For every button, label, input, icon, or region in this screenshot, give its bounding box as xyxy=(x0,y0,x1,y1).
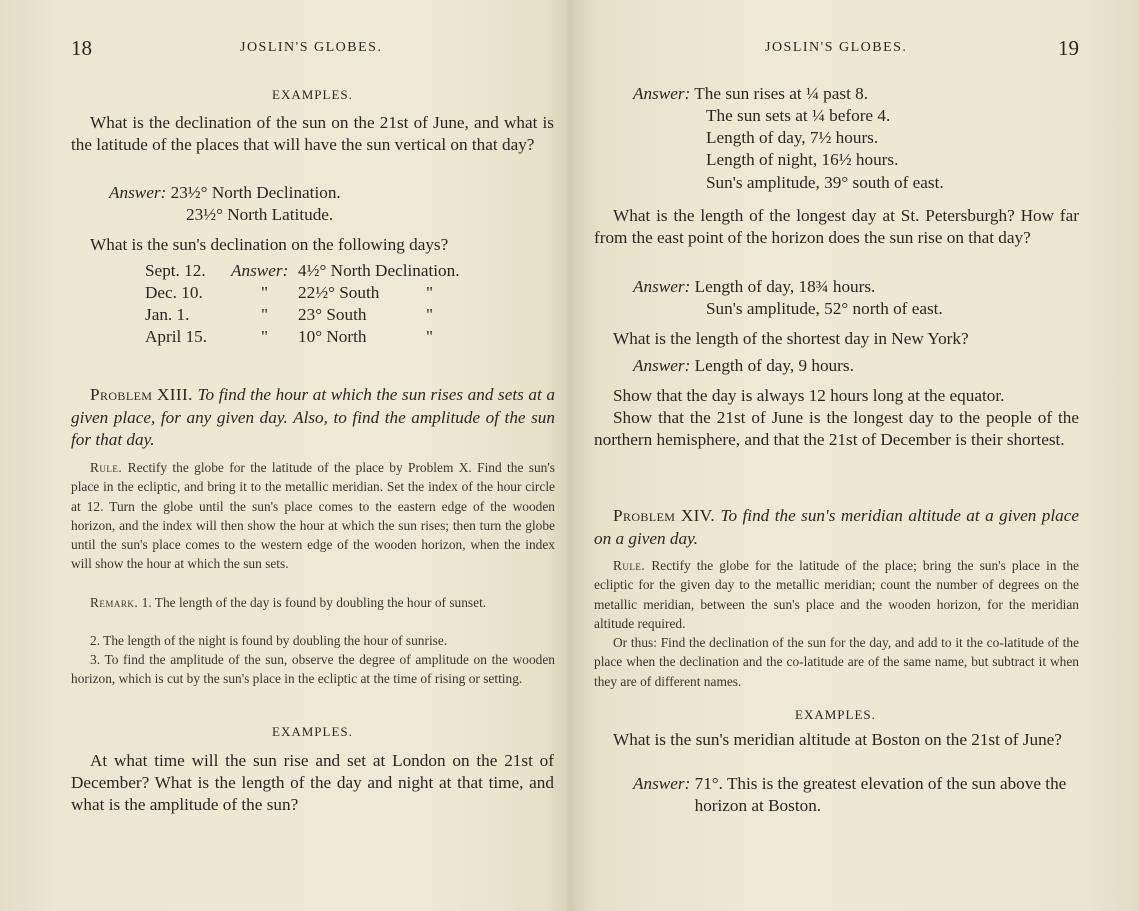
table-cell-label: Answer: xyxy=(231,261,289,280)
question-paragraph: Show that the 21st of June is the longest day to the people of the northern hemisphere, and that the 21st of December is their shortest. xyxy=(594,408,1079,449)
question-paragraph: What is the length of the longest day at St. Petersburgh? How far from the east point of the horizon does the sun rise on that day? xyxy=(594,206,1079,247)
problem-number: XIV. xyxy=(680,506,716,525)
examples-heading: EXAMPLES. xyxy=(272,87,353,102)
table-cell-day: April 15. xyxy=(145,327,208,346)
right-page xyxy=(570,0,1139,911)
answer-label: Answer: xyxy=(633,774,691,793)
answer-line xyxy=(633,83,868,105)
table-row xyxy=(145,326,460,348)
answer-label: Answer: xyxy=(633,277,691,296)
answer-label: Answer: xyxy=(633,84,691,103)
answer-text: Length of day, 18¾ hours. xyxy=(694,277,876,296)
answer-text: 71°. This is the greatest elevation of the sun above the horizon at Boston. xyxy=(694,774,1067,815)
examples-heading: EXAMPLES. xyxy=(795,707,876,722)
ditto-mark: " xyxy=(261,327,269,346)
rule-paragraph xyxy=(71,458,555,574)
table-cell-value: 4½° North Declination. xyxy=(298,261,460,280)
table-cell-day: Sept. 12. xyxy=(145,261,206,280)
rule-text: Rectify the globe for the latitude of the place by Problem X. Find the sun's place in the ecliptic, and bring it to the metallic meridian. Set the index of the hour circle at 12. Turn the globe until the sun's place comes to the eastern edge of the wooden horizon, and the index will then show the hour at which the sun rises; then turn the globe until the sun's place comes to the western edge of the wooden horizon, when the index will show the hour at which the sun sets. xyxy=(71,460,555,572)
problem-xiii xyxy=(71,384,555,452)
page-number-right: 19 xyxy=(1058,36,1079,60)
question-paragraph: Show that the day is always 12 hours long at the equator. xyxy=(613,386,1005,405)
answer-label: Answer: xyxy=(633,356,691,375)
answer-line: 23½° North Latitude. xyxy=(186,205,334,224)
answer-line xyxy=(633,773,1113,817)
running-head-right: JOSLIN'S GLOBES. xyxy=(765,40,908,55)
answer-line: The sun sets at ¼ before 4. xyxy=(706,106,891,125)
problem-xiv xyxy=(594,505,1079,550)
rule-label: Rule. xyxy=(90,460,123,475)
problem-number: XIII. xyxy=(157,385,193,404)
ditto-mark: " xyxy=(426,305,434,324)
answer-text: 23½° North Declination. xyxy=(170,183,341,202)
question-paragraph: What is the sun's meridian altitude at Boston on the 21st of June? xyxy=(613,730,1062,749)
question-paragraph: What is the sun's declination on the following days? xyxy=(90,235,449,254)
question-paragraph: What is the length of the shortest day in New York? xyxy=(613,329,969,348)
examples-heading: EXAMPLES. xyxy=(272,724,353,739)
problem-statement: To find the hour at which the sun rises and sets at a given place, for any given day. Also, to find the amplitude of the sun for that day. xyxy=(71,385,556,449)
table-cell-value: 22½° South xyxy=(298,283,380,302)
table-row xyxy=(145,282,460,304)
page-number-left: 18 xyxy=(71,36,92,60)
rule-label: Rule. xyxy=(613,558,646,573)
table-cell-value: 10° North xyxy=(298,327,367,346)
declination-table xyxy=(145,260,460,348)
ditto-mark: " xyxy=(426,283,434,302)
table-cell-day: Dec. 10. xyxy=(145,283,203,302)
ditto-mark: " xyxy=(426,327,434,346)
or-thus-paragraph: Or thus: Find the declination of the sun for the day, and add to it the co-latitude of the place when the declination and the co-latitude are of the same name, but subtract it when they are of different names. xyxy=(594,635,1079,689)
running-head-left: JOSLIN'S GLOBES. xyxy=(240,40,383,55)
table-cell-value: 23° South xyxy=(298,305,367,324)
remark-paragraph: 3. To find the amplitude of the sun, observe the degree of amplitude on the wooden horizon, which is cut by the sun's place in the ecliptic at the time of rising or setting. xyxy=(71,652,555,687)
answer-line xyxy=(633,276,875,298)
problem-label: Problem xyxy=(613,506,676,525)
rule-paragraph xyxy=(594,556,1079,633)
answer-text: The sun rises at ¼ past 8. xyxy=(694,84,869,103)
problem-statement: To find the sun's meridian altitude at a given place on a given day. xyxy=(594,506,1080,548)
answer-text: Length of day, 9 hours. xyxy=(694,356,854,375)
remark-label: Remark. xyxy=(90,595,139,610)
answer-label: Answer: xyxy=(109,183,167,202)
answer-line: Sun's amplitude, 39° south of east. xyxy=(706,173,944,192)
answer-line xyxy=(109,182,341,204)
answer-line: Length of day, 7½ hours. xyxy=(706,128,879,147)
remark-paragraph: 2. The length of the night is found by doubling the hour of sunrise. xyxy=(90,633,448,648)
ditto-mark: " xyxy=(261,283,269,302)
remark-paragraph xyxy=(71,593,555,612)
ditto-mark: " xyxy=(261,305,269,324)
answer-line: Sun's amplitude, 52° north of east. xyxy=(706,299,943,318)
rule-text: Rectify the globe for the latitude of the place; bring the sun's place in the ecliptic for the given day to the metallic meridian; count the number of degrees on the metallic meridian, between the sun's place and the wooden horizon, for the meridian altitude required. xyxy=(594,558,1079,631)
table-row xyxy=(145,260,460,282)
answer-line: Length of night, 16½ hours. xyxy=(706,150,899,169)
table-row xyxy=(145,304,460,326)
question-paragraph: At what time will the sun rise and set at London on the 21st of December? What is the length of the day and night at that time, and what is the amplitude of the sun? xyxy=(71,751,554,814)
remark-text: 1. The length of the day is found by doubling the hour of sunset. xyxy=(141,595,487,610)
problem-label: Problem xyxy=(90,385,153,404)
table-cell-day: Jan. 1. xyxy=(145,305,190,324)
answer-line xyxy=(633,355,854,377)
question-paragraph: What is the declination of the sun on the 21st of June, and what is the latitude of the places that will have the sun vertical on that day? xyxy=(71,113,554,154)
